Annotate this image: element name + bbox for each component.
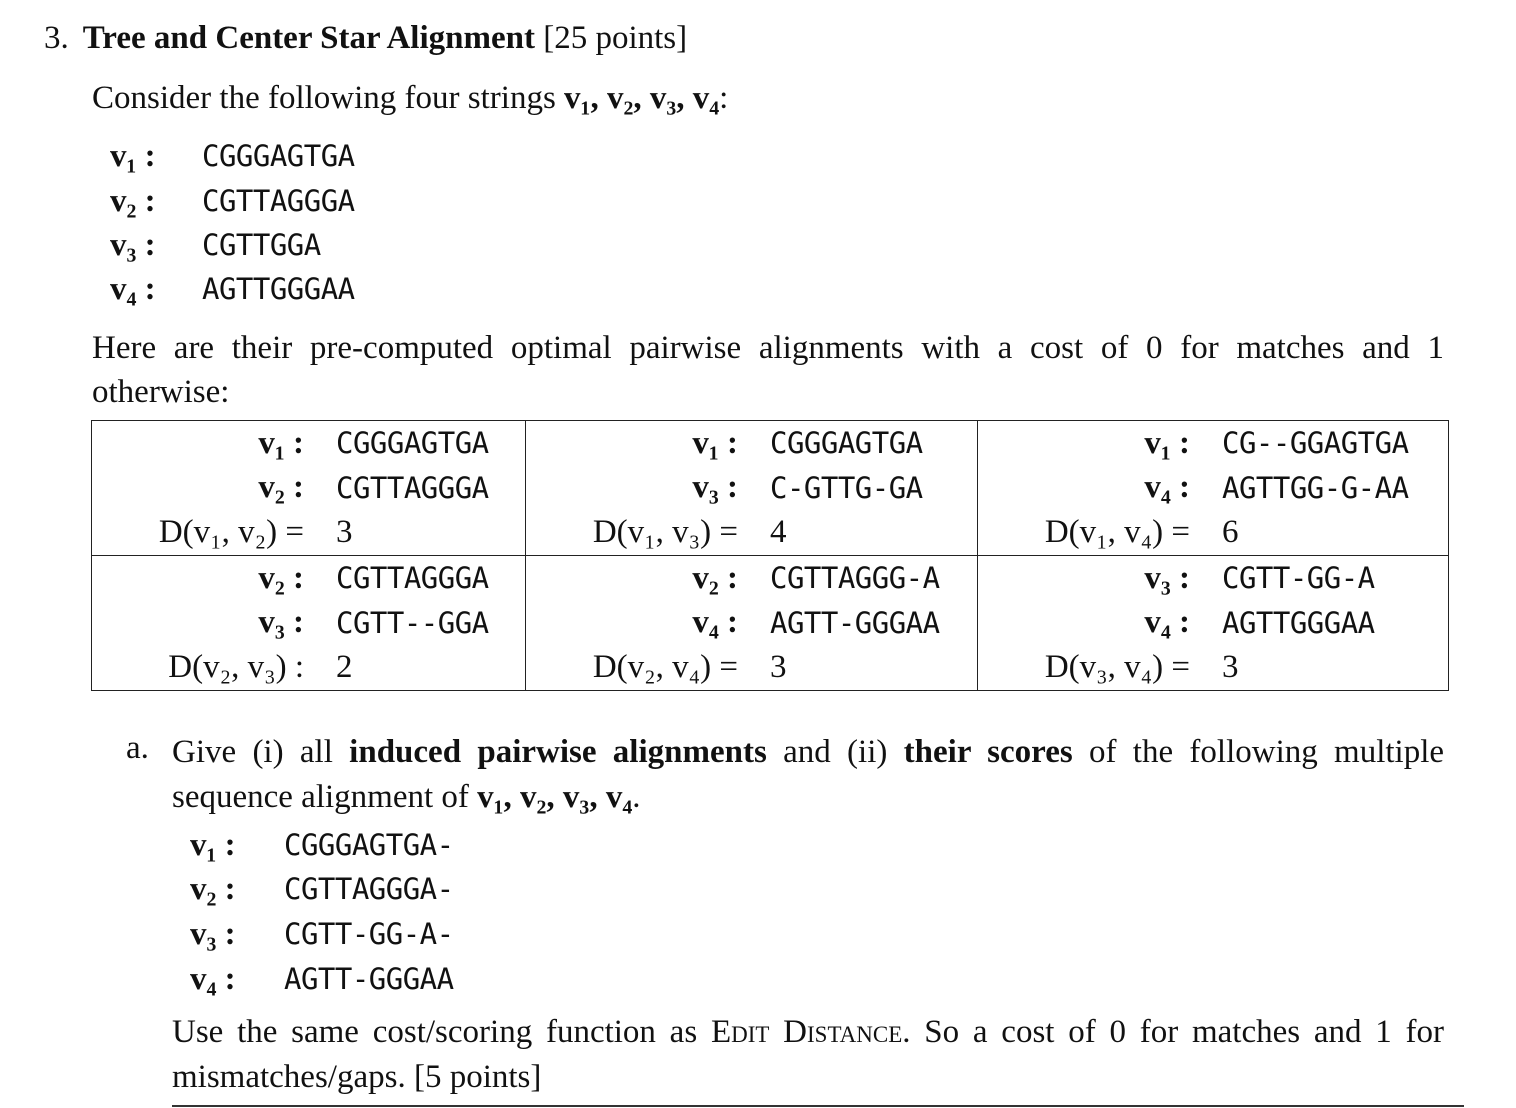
distance-row	[978, 510, 1448, 555]
question-text	[172, 730, 1444, 820]
distance-value: 6	[1222, 513, 1239, 550]
msa-label: v₄ :	[190, 961, 236, 997]
sequence-value: CGTTGGA	[202, 228, 321, 262]
alignment-label: v₄ :	[1144, 604, 1190, 641]
alignment-cell	[526, 421, 978, 556]
alignment-label: v₂ :	[692, 559, 738, 596]
distance-label: D(v₁, v₄) =	[1044, 513, 1190, 550]
sequence-row	[110, 183, 355, 220]
alignment-row	[526, 466, 977, 511]
distance-label: D(v₁, v₃) =	[592, 513, 738, 550]
distance-value: 2	[336, 648, 353, 685]
alignment-row	[978, 601, 1448, 646]
alignment-label: v₄ :	[692, 604, 738, 641]
msa-value: CGTTAGGGA-	[284, 872, 454, 906]
alignment-row	[526, 601, 977, 646]
sequence-value: CGTTAGGGA	[202, 184, 355, 218]
distance-row	[526, 645, 977, 690]
scoring-points: [5 points]	[413, 1059, 542, 1095]
distance-value: 3	[1222, 648, 1239, 685]
intro-sentence: Consider the following four strings	[92, 80, 565, 116]
alignment-seq: CGTTAGGG-A	[770, 561, 940, 596]
answer-box-top-border	[172, 1105, 1464, 1107]
alignment-label: v₁ :	[692, 424, 738, 461]
alignment-seq: CGTT-GG-A	[1222, 561, 1375, 596]
pairwise-alignment-table	[91, 420, 1449, 691]
msa-row	[190, 827, 454, 864]
alignment-seq: CGGGAGTGA	[770, 426, 923, 461]
scoring-part: Use the same cost/scoring function as	[172, 1014, 711, 1050]
alignment-label: v₄ :	[1144, 469, 1190, 506]
alignment-label: v₁ :	[258, 424, 304, 461]
sequence-value: CGGGAGTGA	[202, 139, 355, 173]
alignment-seq: CG--GGAGTGA	[1222, 426, 1409, 461]
alignment-seq: CGGGAGTGA	[336, 426, 489, 461]
scoring-part: . So a cost of 0 for matches and 1 for mismatches/gaps.	[172, 1014, 1444, 1095]
question-marker: a.	[126, 730, 149, 766]
alignment-label: v₂ :	[258, 559, 304, 596]
alignment-seq: AGTTGGGAA	[1222, 605, 1375, 640]
alignment-label: v₂ :	[258, 469, 304, 506]
alignment-row	[978, 466, 1448, 511]
alignment-row	[92, 421, 525, 466]
alignment-label: v₃ :	[1144, 559, 1190, 596]
question-part: and (ii)	[766, 734, 904, 770]
sequence-value: AGTTGGGAA	[202, 272, 355, 306]
scoring-edit-distance: Edit Distance	[710, 1014, 903, 1050]
alignment-seq: AGTT-GGGAA	[770, 605, 940, 640]
alignment-row	[526, 556, 977, 601]
alignment-seq: CGTTAGGGA	[336, 470, 489, 505]
table-row	[92, 421, 1449, 556]
alignment-row	[978, 556, 1448, 601]
msa-value: CGGGAGTGA-	[284, 828, 454, 862]
alignment-row	[526, 421, 977, 466]
question-emphasis: their scores	[903, 734, 1073, 770]
msa-label: v₁ :	[190, 827, 236, 863]
alignment-row	[92, 601, 525, 646]
sequence-row	[110, 271, 355, 308]
question-vars: v₁, v₂, v₃, v₄	[477, 779, 633, 815]
alignment-cell	[92, 556, 526, 691]
distance-value: 3	[770, 648, 787, 685]
question-emphasis: induced pairwise alignments	[349, 734, 767, 770]
alignment-seq: CGTTAGGGA	[336, 561, 489, 596]
alignment-cell	[92, 421, 526, 556]
alignment-cell	[526, 556, 978, 691]
alignment-cell	[978, 421, 1449, 556]
problem-title: Tree and Center Star Alignment	[82, 20, 535, 56]
alignment-row	[92, 466, 525, 511]
table-row	[92, 556, 1449, 691]
intro-text	[92, 80, 728, 117]
msa-row	[190, 916, 454, 953]
msa-label: v₂ :	[190, 871, 236, 907]
sequence-label: v₂ :	[110, 183, 156, 219]
alignment-label: v₁ :	[1144, 424, 1190, 461]
distance-row	[526, 510, 977, 555]
distance-row	[92, 645, 525, 690]
distance-value: 3	[336, 513, 353, 550]
alignment-row	[92, 556, 525, 601]
scoring-text	[172, 1010, 1444, 1100]
distance-label: D(v₁, v₂) =	[158, 513, 304, 550]
question-end: .	[632, 779, 641, 815]
distance-row	[92, 510, 525, 555]
alignment-cell	[978, 556, 1449, 691]
sequence-row	[110, 138, 355, 175]
alignment-label: v₃ :	[258, 604, 304, 641]
problem-points: [25 points]	[543, 20, 688, 56]
alignment-label: v₃ :	[692, 469, 738, 506]
msa-label: v₃ :	[190, 916, 236, 952]
msa-value: AGTT-GGGAA	[284, 962, 454, 996]
distance-label: D(v₃, v₄) =	[1044, 648, 1190, 685]
alignment-seq: CGTT--GGA	[336, 605, 489, 640]
alignment-row	[978, 421, 1448, 466]
alignment-seq: AGTTGG-G-AA	[1222, 470, 1409, 505]
sequence-label: v₃ :	[110, 227, 156, 263]
precomputed-text: Here are their pre-computed optimal pairwise alignments with a cost of 0 for matches and 1 otherwise:	[92, 330, 1444, 410]
problem-heading	[44, 20, 687, 57]
question-part: of the following multiple sequence alignment of	[172, 734, 1445, 815]
problem-number: 3.	[44, 20, 69, 56]
alignment-seq: C-GTTG-GA	[770, 470, 923, 505]
question-part: Give (i) all	[172, 734, 350, 770]
distance-label: D(v₂, v₃) :	[168, 648, 304, 685]
intro-end: :	[719, 80, 729, 116]
intro-vars: v₁, v₂, v₃, v₄	[564, 80, 720, 116]
msa-value: CGTT-GG-A-	[284, 917, 454, 951]
distance-label: D(v₂, v₄) =	[592, 648, 738, 685]
sequence-label: v₁ :	[110, 138, 156, 174]
distance-row	[978, 645, 1448, 690]
sequence-label: v₄ :	[110, 271, 156, 307]
msa-row	[190, 961, 454, 998]
distance-value: 4	[770, 513, 787, 550]
msa-row	[190, 871, 454, 908]
sequence-row	[110, 227, 321, 264]
